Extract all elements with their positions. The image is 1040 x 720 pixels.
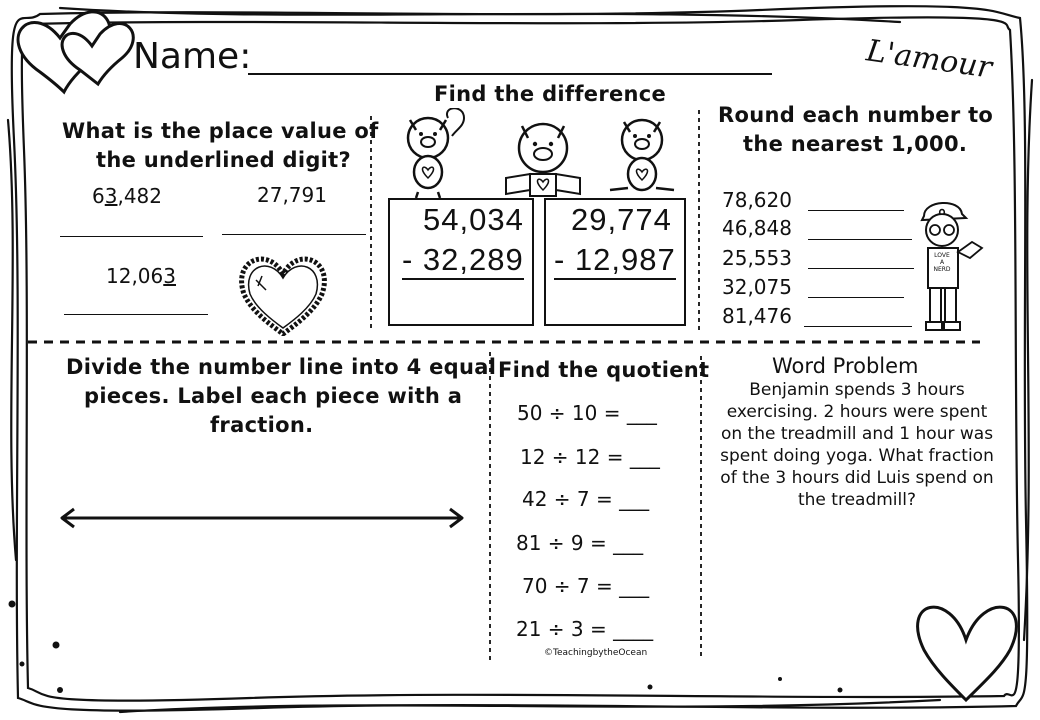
word-problem-line: spent doing yoga. What fraction: [720, 446, 994, 466]
subtraction-1-bottom: - 32,289: [402, 242, 524, 277]
subtraction-2-bottom: - 12,987: [554, 242, 676, 277]
subtraction-1-rule: [402, 278, 524, 280]
copyright-credit: ©TeachingbytheOcean: [544, 648, 648, 658]
round-answer-line-3[interactable]: [808, 268, 914, 269]
word-problem-line: of the 3 hours did Luis spend on: [720, 468, 994, 488]
name-label: Name:: [133, 36, 252, 77]
nerd-badge-text: LOVE A NERD: [933, 252, 951, 273]
place-value-item-2: 27,791: [257, 183, 327, 207]
round-number-2: 46,848: [722, 216, 792, 240]
number-line-title-line3: fraction.: [210, 413, 314, 437]
lace-heart-illustration: [238, 250, 328, 336]
round-number-3: 25,553: [722, 246, 792, 270]
quotient-problem-3: 42 ÷ 7 = ___: [522, 487, 650, 511]
quotient-title: Find the quotient: [498, 358, 710, 382]
quotient-problem-2: 12 ÷ 12 = ___: [520, 445, 660, 469]
number-line-title-line2: pieces. Label each piece with a: [84, 384, 463, 408]
answer-line-1[interactable]: [60, 236, 203, 237]
answer-line-2[interactable]: [222, 234, 366, 235]
word-problem-line: Benjamin spends 3 hours: [749, 380, 965, 400]
word-problem-title: Word Problem: [772, 354, 919, 378]
round-answer-line-4[interactable]: [808, 297, 904, 298]
place-value-title-line2: the underlined digit?: [96, 148, 351, 172]
round-number-5: 81,476: [722, 304, 792, 328]
word-problem-line: the treadmill?: [797, 490, 916, 510]
rounding-title-line1: Round each number to: [718, 103, 994, 127]
number-line-title-line1: Divide the number line into 4 equal: [66, 355, 497, 379]
quotient-problem-5: 70 ÷ 7 = ___: [522, 574, 650, 598]
subtraction-2-top: 29,774: [571, 202, 672, 237]
round-answer-line-5[interactable]: [804, 326, 912, 327]
quotient-problem-6: 21 ÷ 3 = ____: [516, 617, 654, 641]
pig-illustration-left: [398, 108, 474, 200]
round-number-4: 32,075: [722, 275, 792, 299]
round-answer-line-1[interactable]: [808, 210, 904, 211]
subtraction-1-top: 54,034: [423, 202, 524, 237]
word-problem-line: exercising. 2 hours were spent: [726, 402, 988, 422]
place-value-title-line1: What is the place value of: [62, 119, 379, 143]
answer-line-3[interactable]: [64, 314, 208, 315]
rounding-title-line2: the nearest 1,000.: [743, 132, 968, 156]
quotient-problem-4: 81 ÷ 9 = ___: [516, 531, 644, 555]
quotient-problem-1: 50 ÷ 10 = ___: [517, 401, 657, 425]
word-problem-body: [706, 379, 1008, 511]
round-number-1: 78,620: [722, 188, 792, 212]
subtraction-2-rule: [554, 278, 676, 280]
pig-illustration-middle: [500, 116, 586, 202]
word-problem-line: on the treadmill and 1 hour was: [720, 424, 994, 444]
signature-lamour: L'amour: [864, 33, 995, 86]
number-line-arrow[interactable]: [58, 506, 466, 530]
round-answer-line-2[interactable]: [808, 239, 912, 240]
place-value-item-3: 12,063: [106, 264, 176, 288]
place-value-item-1: 63,482: [92, 184, 162, 208]
difference-title: Find the difference: [434, 82, 667, 106]
pig-illustration-right: [606, 110, 680, 202]
